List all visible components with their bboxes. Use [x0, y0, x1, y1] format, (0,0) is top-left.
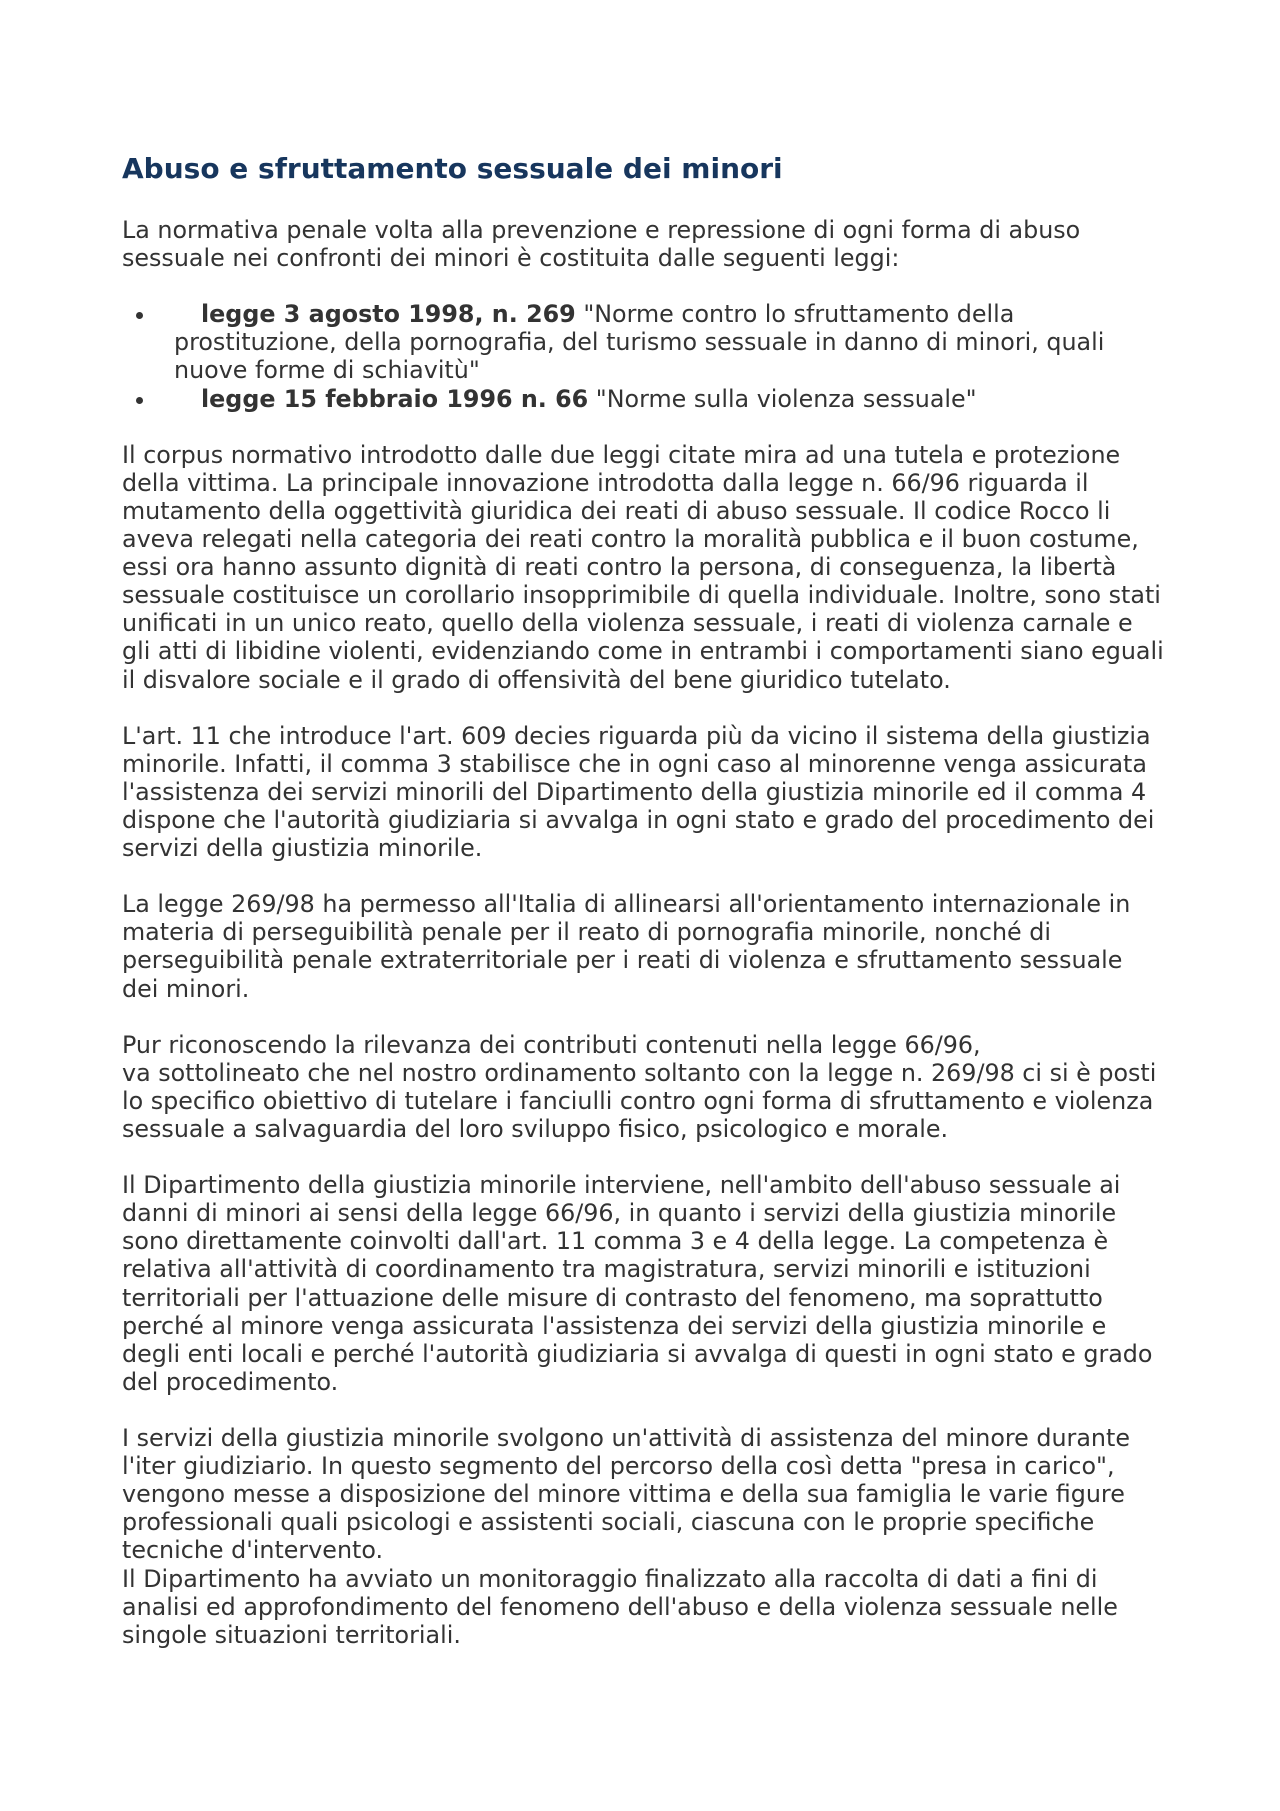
document-title: Abuso e sfruttamento sessuale dei minori — [122, 152, 783, 185]
body-paragraph: L'art. 11 che introduce l'art. 609 decies riguarda più da vicino il sistema della giustizia minorile. Infatti, il comma 3 stabilisce che in ogni caso al minorenne venga assicurata l'assistenza dei servizi minorili del Dipartimento della giustizia minorile ed il comma 4 dispone che l'autorità giudiziaria si avvalga in ogni stato e grado del procedimento dei servizi della giustizia minorile. — [122, 721, 1155, 863]
law-name: legge 3 agosto 1998, n. 269 — [201, 300, 576, 329]
body-paragraph: Il corpus normativo introdotto dalle due leggi citate mira ad una tutela e protezione della vittima. La principale innovazione introdotta dalla legge n. 66/96 riguarda il mutamento della oggettività giuridica dei reati di abuso sessuale. Il codice Rocco li aveva relegati nella categoria dei reati contro la moralità pubblica e il buon costume, essi ora hanno assunto dignità di reati contro la persona, di conseguenza, la libertà sessuale costituisce un corollario insopprimibile di quella individuale. Inoltre, sono stati unificati in un unico reato, quello della violenza sessuale, i reati di violenza carnale e gli atti di libidine violenti, evidenziando come in entrambi i comportamenti siano eguali il disvalore sociale e il grado di offensività del bene giuridico tutelato. — [122, 440, 1164, 694]
law-name: legge 15 febbraio 1996 n. 66 — [201, 384, 589, 413]
laws-list — [122, 300, 1242, 412]
body-paragraph: I servizi della giustizia minorile svolgono un'attività di assistenza del minore durante l'iter giudiziario. In questo segmento del percorso della così detta "presa in carico", vengono messe a disposizione del minore vittima e della sua famiglia le varie figure professionali quali psicologi e assistenti sociali, ciascuna con le proprie specifiche tecniche d'intervento. — [122, 1424, 1130, 1565]
body-paragraph: La legge 269/98 ha permesso all'Italia di allinearsi all'orientamento internazionale in materia di perseguibilità penale per il reato di pornografia minorile, nonché di perseguibilità penale extraterritoriale per i reati di violenza e sfruttamento sessuale dei minori. — [122, 890, 1131, 1003]
body-paragraph: Il Dipartimento ha avviato un monitoraggio finalizzato alla raccolta di dati a fini di analisi ed approfondimento del fenomeno dell'abuso e della violenza sessuale nelle singole situazioni territoriali. — [122, 1564, 1118, 1649]
document-page — [122, 152, 1242, 1677]
law-item — [122, 385, 1242, 413]
body-paragraph: Pur riconoscendo la rilevanza dei contributi contenuti nella legge 66/96, va sottolineato che nel nostro ordinamento soltanto con la legge n. 269/98 ci si è posti lo specifico obiettivo di tutelare i fanciulli contro ogni forma di sfruttamento e violenza sessuale a salvaguardia del loro sviluppo fisico, psicologico e morale. — [122, 1030, 1157, 1143]
law-description: "Norme sulla violenza sessuale" — [588, 384, 977, 413]
law-description: "Norme contro lo sfruttamento della prostituzione, della pornografia, del turismo sessuale in danno di minori, quali nuove forme di schiavitù" — [174, 300, 1105, 385]
bullet-icon — [136, 312, 143, 319]
intro-paragraph: La normativa penale volta alla prevenzione e repressione di ogni forma di abuso sessuale nei confronti dei minori è costituita dalle seguenti leggi: — [122, 216, 1081, 273]
body-paragraph: Il Dipartimento della giustizia minorile interviene, nell'ambito dell'abuso sessuale ai danni di minori ai sensi della legge 66/96, in quanto i servizi della giustizia minorile sono direttamente coinvolti dall'art. 11 comma 3 e 4 della legge. La competenza è relativa all'attività di coordinamento tra magistratura, servizi minorili e istituzioni territoriali per l'attuazione delle misure di contrasto del fenomeno, ma soprattutto perché al minore venga assicurata l'assistenza dei servizi della giustizia minorile e degli enti locali e perché l'autorità giudiziaria si avvalga di questi in ogni stato e grado del procedimento. — [122, 1171, 1153, 1396]
law-item — [122, 300, 1242, 384]
bullet-icon — [136, 397, 143, 404]
